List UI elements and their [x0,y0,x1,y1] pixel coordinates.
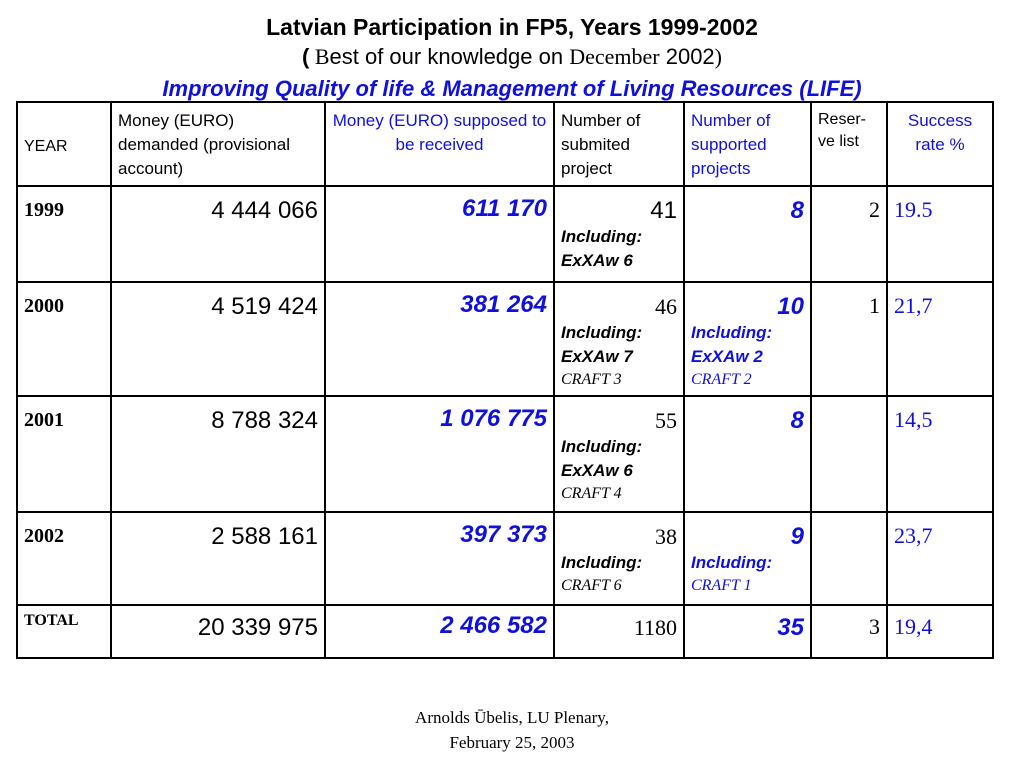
submitted-count: 38 [655,524,677,549]
subtitle-text: est of our knowledge on [329,44,570,69]
header-reserve: Reser-ve list [811,102,887,186]
header-money-received: Money (EURO) supposed to be received [325,102,554,186]
submitted-count: 41 [650,197,677,224]
participation-table [16,101,994,659]
submitted-including: Including: [561,437,643,456]
table-header-row [17,102,993,186]
supported-count: 9 [790,523,804,550]
header-money-demanded: Money (EURO) demanded (provisional account) [111,102,325,186]
submitted-exxaw: ExXAw 7 [561,347,633,366]
supported-craft: CRAFT 1 [691,577,752,594]
slide-title: Latvian Participation in FP5, Years 1999-2002 [266,14,758,40]
total-label: TOTAL [17,605,111,658]
year-cell: 2000 [17,282,111,396]
footer-author: Arnolds Ūbelis, LU Plenary, [415,708,609,727]
subtitle-year: 2002 [659,44,715,69]
header-success-rate: Success rate % [887,102,993,186]
money-demanded-cell: 2 588 161 [111,512,325,605]
submitted-craft: CRAFT 4 [561,485,622,502]
money-demanded-cell: 4 444 066 [111,186,325,282]
submitted-craft: CRAFT 6 [561,577,622,594]
submitted-including: Including: [561,227,643,246]
total-row [17,605,993,658]
header-submitted: Number of submited project [554,102,684,186]
table-row [17,186,993,282]
success-rate-cell: 14,5 [887,396,993,512]
supported-including: Including: [691,553,773,572]
submitted-craft: CRAFT 3 [561,371,622,388]
supported-including: Including: [691,323,773,342]
money-demanded-cell: 8 788 324 [111,396,325,512]
subtitle-close-paren: ) [714,44,722,69]
submitted-exxaw: ExXAw 6 [561,251,633,270]
total-supported: 35 [684,605,811,658]
reserve-cell [811,512,887,605]
year-cell: 2002 [17,512,111,605]
supported-count: 10 [777,293,804,320]
submitted-cell [554,396,684,512]
supported-cell: 8 [684,186,811,282]
header-supported: Number of supported projects [684,102,811,186]
table-row [17,396,993,512]
year-cell: 1999 [17,186,111,282]
supported-cell [684,512,811,605]
slide-subtitle [0,44,1024,70]
header-year: YEAR [17,102,111,186]
reserve-cell: 1 [811,282,887,396]
total-money-received: 2 466 582 [325,605,554,658]
money-received-cell: 611 170 [325,186,554,282]
footer-date: February 25, 2003 [449,733,575,752]
table-row [17,512,993,605]
submitted-including: Including: [561,553,643,572]
submitted-including: Including: [561,323,643,342]
supported-cell [684,282,811,396]
total-submitted: 1180 [554,605,684,658]
reserve-cell: 2 [811,186,887,282]
money-received-cell: 381 264 [325,282,554,396]
table-row [17,282,993,396]
total-success-rate: 19,4 [887,605,993,658]
submitted-cell [554,186,684,282]
year-cell: 2001 [17,396,111,512]
money-received-cell: 397 373 [325,512,554,605]
submitted-count: 55 [655,408,677,433]
programme-title: Improving Quality of life & Management of Living Resources (LIFE) [162,76,862,101]
success-rate-cell: 21,7 [887,282,993,396]
subtitle-b: B [309,44,330,69]
success-rate-cell: 19.5 [887,186,993,282]
subtitle-month: December [569,44,660,69]
supported-exxaw: ExXAw 2 [691,347,763,366]
subtitle-open-paren: ( [301,44,310,69]
submitted-count: 46 [655,294,677,319]
submitted-cell [554,512,684,605]
supported-cell: 8 [684,396,811,512]
success-rate-cell: 23,7 [887,512,993,605]
reserve-cell [811,396,887,512]
money-demanded-cell: 4 519 424 [111,282,325,396]
submitted-cell [554,282,684,396]
submitted-exxaw: ExXAw 6 [561,461,633,480]
total-reserve: 3 [811,605,887,658]
money-received-cell: 1 076 775 [325,396,554,512]
supported-craft: CRAFT 2 [691,371,752,388]
total-money-demanded: 20 339 975 [111,605,325,658]
